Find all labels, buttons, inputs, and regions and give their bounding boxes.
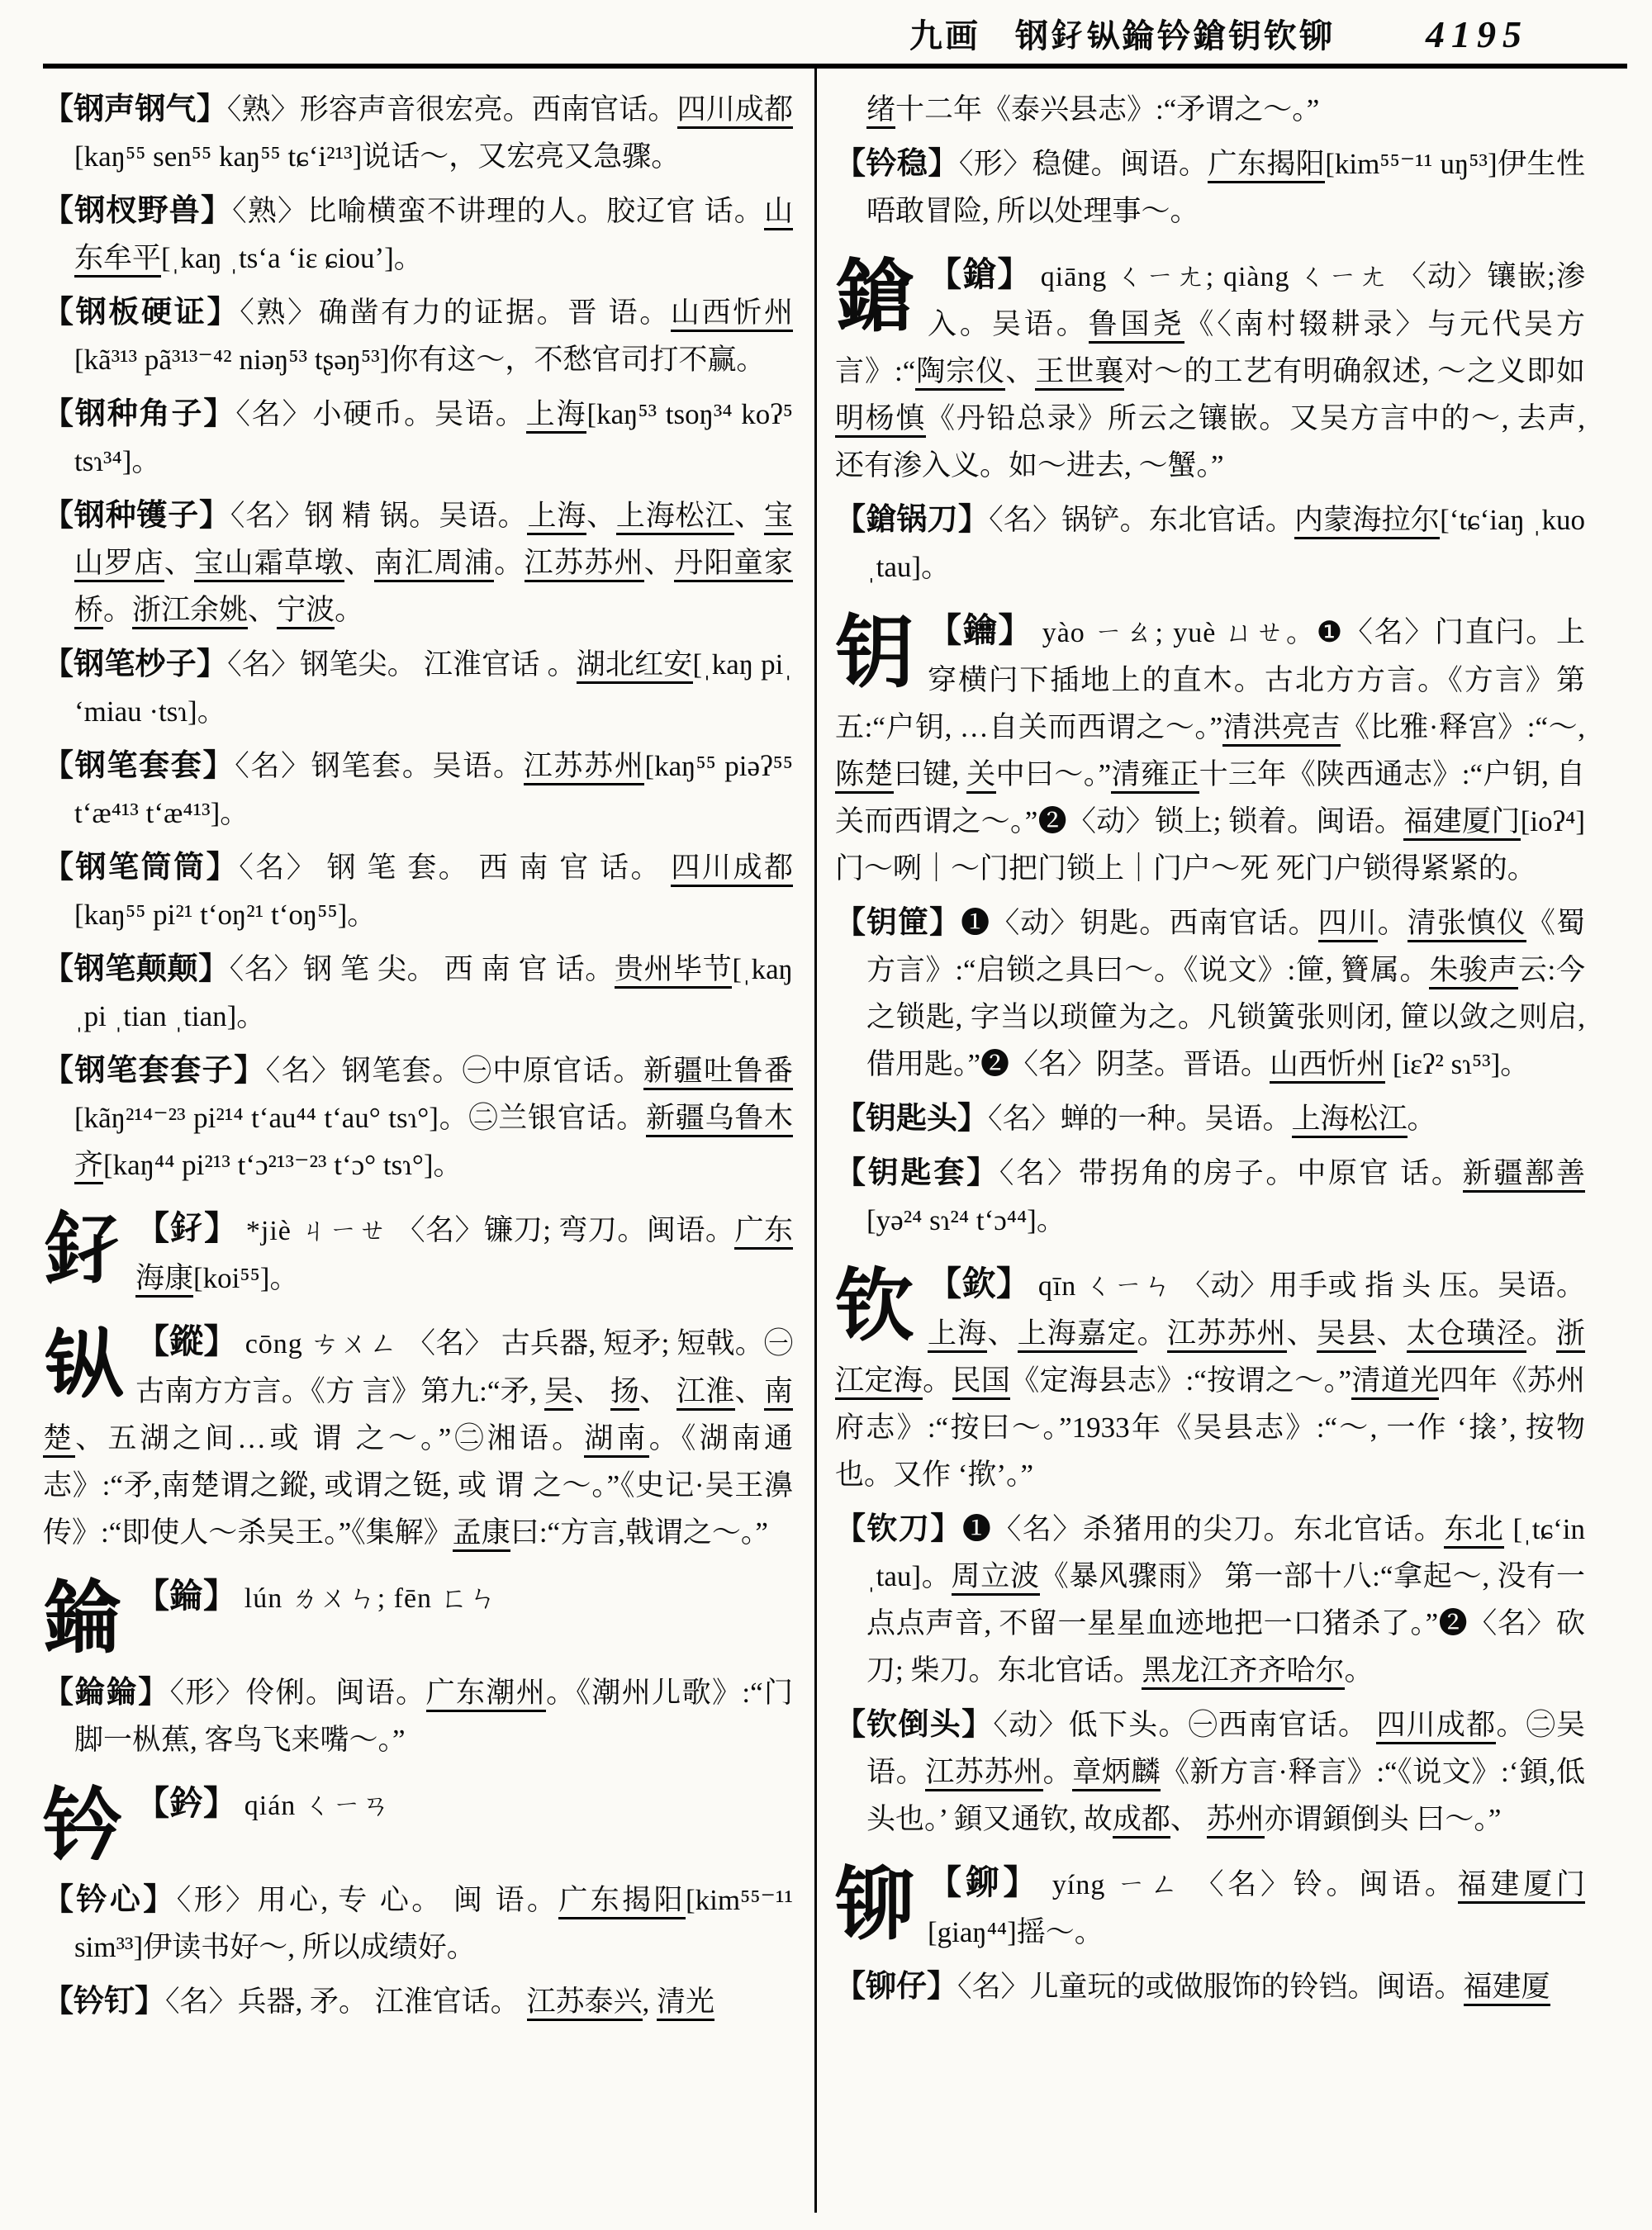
traditional-form: 【鈐】 [135,1784,237,1822]
proper-noun-underline: 贵州毕节 [615,953,732,989]
header-characters: 钢𨥂𫓩錀钤鎗钥钦铆 [1015,17,1335,55]
headword-character: 鎗 [835,253,914,341]
headword-character: 铆 [835,1861,914,1949]
proper-noun-underline: 周立波 [952,1560,1040,1596]
proper-noun-underline: 绪 [866,93,895,129]
proper-noun-underline: 福建厦门 [1458,1868,1585,1904]
entry-body: 〈名〉钢 笔 尖。 西 南 官 话。贵州毕节[ˌkaŋ ˌpi ˌtian ˌtian]。 [74,953,793,1032]
proper-noun-underline: 江苏苏州 [925,1756,1042,1791]
headword: 【钢种镬子】 [43,499,230,533]
headword: 【钢笔颠颠】 [43,952,230,986]
entry-body: 〈名〉钢 精 锅。吴语。上海、上海松江、宝山罗店、宝山霜草墩、南汇周浦。江苏苏州、丹阳童家桥。浙江余姚、宁波。 [74,500,793,629]
headword: 【钢笔筒筒】 [43,851,240,885]
entry-body: 〈名〉钢笔套。㊀中原官话。新疆吐鲁番[kãŋ²¹⁴⁻²³ pi²¹⁴ tʻau⁴⁴ tʻau° tsɿ°]。㊁兰银官话。新疆乌鲁木齐[kaŋ⁴⁴ pi²¹³ tʻɔ²¹³⁻²³ tʻɔ° tsɿ°]。 [74,1055,793,1184]
headword-character: 钦 [835,1262,914,1350]
dict-entry-character [43,1205,793,1302]
entry-body: 绪十二年《泰兴县志》:“矛谓之～。” [866,93,1319,129]
dict-entry-compound [835,899,1585,1088]
proper-noun-underline: 宁波 [277,594,335,629]
proper-noun-underline: 四川成都 [671,852,793,887]
proper-noun-underline: 孟康 [453,1516,510,1552]
proper-noun-underline: 福建厦 [1464,1971,1550,2006]
dict-entry-compound [835,496,1585,591]
proper-noun-underline: 广东揭阳 [558,1884,686,1919]
proper-noun-underline: 江苏苏州 [525,547,644,582]
entry-body: 〈动〉低下头。㊀西南官话。 四川成都。㊁吴语。江苏苏州。章炳麟《新方言·释言》:“《说文》:‘顉,低头也。’ 顉又通钦, 故成都、 苏州亦谓顉倒头 曰～。” [866,1709,1585,1839]
proper-noun-underline: 清张慎仪 [1408,907,1526,942]
proper-noun-underline: 王世襄 [1035,355,1124,391]
proper-noun-underline: 清道光 [1351,1364,1439,1400]
proper-noun-underline: 陶宗仪 [915,355,1005,391]
entry-body: ❶〈动〉钥匙。西南官话。四川。清张慎仪《蜀方言》:“启锁之具曰～。《说文》:筪, 籫属。朱骏声云:今之锁匙, 字当以琐筪为之。凡锁簧张则闭, 筪以敛之则启, 借用匙。”❷〈名〉阴茎。晋语。山西忻州 [iɛʔ² sɿ⁵³]。 [866,907,1585,1084]
headword-character: 𨥂 [43,1207,122,1295]
proper-noun-underline: 丹阳童家桥 [74,547,793,629]
dict-entry-compound [43,391,793,485]
proper-noun-underline: 新疆吐鲁番 [643,1055,793,1090]
dict-entry-compound [43,743,793,837]
pronunciation: yíng ㄧㄥ [1051,1870,1195,1900]
proper-noun-underline: 广东潮州 [426,1677,547,1712]
traditional-form: 【鉚】 [928,1863,1042,1901]
proper-noun-underline: 清雍正 [1111,758,1199,794]
proper-noun-underline: 吴 [544,1375,573,1411]
headword: 【錀錀】 [43,1676,170,1710]
traditional-form: 【𨥂】 [135,1209,239,1247]
pronunciation: qīn ㄑㄧㄣ [1037,1271,1181,1302]
entry-body: 〈名〉蝉的一种。吴语。上海松江。 [988,1103,1436,1138]
pronunciation: lún ㄌㄨㄣ; fēn ㄈㄣ [244,1583,498,1614]
proper-noun-underline: 江苏泰兴 [527,1986,643,2021]
headword-character: 钥 [835,609,914,697]
traditional-form: 【錀】 [135,1577,237,1615]
proper-noun-underline: 新疆乌鲁木齐 [74,1102,793,1184]
dict-entry-character [43,1780,793,1869]
dict-entry-compound [43,1669,793,1763]
right-column [835,69,1585,2213]
dict-entry-character [43,1318,793,1556]
proper-noun-underline: 上海 [526,398,587,434]
proper-noun-underline: 内蒙海拉尔 [1294,504,1440,539]
proper-noun-underline: 苏州 [1207,1803,1265,1839]
dict-entry-compound [43,492,793,633]
headword: 【钢笔杪子】 [43,648,228,681]
proper-noun-underline: 湖南 [584,1422,648,1458]
pronunciation: *jiè ㄐㄧㄝ [245,1216,396,1246]
traditional-form: 【鑰】 [928,611,1034,649]
headword: 【钢杈野兽】 [43,194,233,228]
proper-noun-underline: 上海松江 [1292,1103,1408,1138]
proper-noun-underline: 山东牟平 [74,195,793,278]
proper-noun-underline: 浙江余姚 [132,594,248,629]
entry-body: 〈名〉锅铲。东北官话。内蒙海拉尔[ʻtɕʻiaŋ ˌkuo ˌtau]。 [866,504,1585,583]
entry-body: 〈名〉兵器, 矛。 江淮官话。 江苏泰兴, 清光 [165,1986,714,2021]
entry-body: 〈动〉镶嵌;渗入。吴语。鲁国尧《〈南村辍耕录〉与元代吴方言》:“陶宗仪、王世襄对～的工艺有明确叙述, ～之义即如明杨慎《丹铅总录》所云之镶嵌。又吴方言中的～, 去声, 还有渗入义。如～进去, ～蟹。” [835,260,1585,482]
headword: 【钥筪】 [835,906,961,940]
entry-body: 〈名〉儿童玩的或做服饰的铃铛。闽语。福建厦 [957,1971,1550,2006]
headword-character: 錀 [43,1574,122,1663]
proper-noun-underline: 章炳麟 [1072,1756,1161,1791]
entry-body: 〈名〉铃。闽语。福建厦门[giaŋ⁴⁴]摇～。 [928,1868,1585,1948]
dict-entry-compound [835,1701,1585,1843]
proper-noun-underline: 陈楚 [835,758,894,794]
proper-noun-underline: 浙江定海 [835,1317,1585,1400]
proper-noun-underline: 四川成都 [1376,1709,1496,1744]
headword: 【钢笔套套子】 [43,1054,266,1088]
proper-noun-underline: 湖北红安 [577,648,693,684]
dict-entry-compound [43,289,793,383]
running-head [909,10,1335,57]
pronunciation: qiāng ㄑㄧㄤ; qiàng ㄑㄧㄤ [1040,262,1398,292]
headword: 【钢笔套套】 [43,749,235,783]
dict-entry-compound [835,1963,1585,2010]
entry-body: ❶〈名〉门直闩。上穿横闩下插地上的直木。古北方方言。《方言》第五:“户钥, …自关而西谓之～。”清洪亮吉《比雅·释宫》:“～, 陈楚曰键, 关中曰～。”清雍正十三年《陕西通志》:“户钥, 自关而西谓之～。”❷〈动〉锁上; 锁着。闽语。福建厦门[ioʔ⁴]门～咧｜～门把门锁上｜门户～死 死门户锁得紧紧的。 [835,616,1585,885]
headword: 【钤钉】 [43,1985,165,2019]
proper-noun-underline: 江淮 [676,1375,735,1411]
proper-noun-underline: 朱骏声 [1429,954,1517,989]
headword: 【钤稳】 [835,147,959,181]
headword: 【铆仔】 [835,1970,957,2004]
dict-entry-compound [835,140,1585,235]
proper-noun-underline: 清洪亮吉 [1222,711,1341,747]
dict-entry-compound [43,946,793,1040]
proper-noun-underline: 上海 [928,1317,987,1353]
headword: 【钤心】 [43,1883,177,1917]
headword-character: 𫓩 [43,1320,122,1408]
entry-body: 〈熟〉确凿有力的证据。晋 语。山西忻州[kã³¹³ pã³¹³⁻⁴² niəŋ⁵³ tʂəŋ⁵³]你有这～，不愁官司打不赢。 [74,297,793,376]
proper-noun-underline: 宝山罗店 [74,500,793,582]
entry-body: ❶〈名〉杀猪用的尖刀。东北官话。东北 [ˌtɕʻin ˌtau]。周立波《暴风骤雨》 第一部十八:“拿起～, 没有一点点声音, 不留一星星血迹地把一口猪杀了。”❷〈名〉砍刀; 柴刀。东北官话。黑龙江齐齐哈尔。 [866,1513,1585,1690]
dict-entry-compound [43,187,793,282]
headword-character: 钤 [43,1782,122,1870]
entry-body: 〈动〉用手或 指 头 压。吴语。上海、上海嘉定。江苏苏州、吴县、太仓璜泾。浙江定海。民国《定海县志》:“按谓之～。”清道光四年《苏州府志》:“按曰～。”1933年《吴县志》:“～, 一作 ‘搇’, 按物也。又作 ‘揿’。” [835,1269,1585,1491]
headword: 【钥匙套】 [835,1156,999,1190]
proper-noun-underline: 上海松江 [616,500,734,535]
dict-entry-character [43,1573,793,1662]
entry-body: 〈形〉用心, 专 心。 闽 语。广东揭阳[kim⁵⁵⁻¹¹ sim³³]伊读书好～, 所以成绩好。 [74,1884,793,1963]
proper-noun-underline: 扬 [610,1375,639,1411]
proper-noun-underline: 山西忻州 [1270,1048,1385,1084]
dict-entry-compound [835,1095,1585,1142]
traditional-form: 【鏦】 [135,1322,238,1360]
proper-noun-underline: 鲁国尧 [1089,308,1185,344]
headword: 【钢板硬证】 [43,296,240,330]
proper-noun-underline: 福建厦门 [1403,805,1520,841]
dict-entry-character [835,1260,1585,1498]
traditional-form: 【鎗】 [928,255,1032,293]
headword: 【钢声钢气】 [43,93,227,126]
proper-noun-underline: 明杨慎 [835,402,926,438]
proper-noun-underline: 山西忻州 [671,297,793,332]
proper-noun-underline: 新疆鄯善 [1463,1157,1585,1193]
proper-noun-underline: 广东海康 [135,1214,793,1298]
stroke-count-label: 九画 [909,17,980,55]
entry-body: 〈名〉小硬币。吴语。上海[kaŋ⁵³ tsoŋ³⁴ koʔ⁵ tsɿ³⁴]。 [74,398,793,477]
text-columns [43,69,1627,2213]
entry-body: 〈熟〉形容声音很宏亮。西南官话。四川成都[kaŋ⁵⁵ sen⁵⁵ kaŋ⁵⁵ tɕʻi²¹³]说话～，又宏亮又急骤。 [74,93,793,173]
proper-noun-underline: 四川 [1318,907,1378,942]
pronunciation: yào ㄧㄠ; yuè ㄩㄝ。 [1042,618,1317,648]
proper-noun-underline: 广东揭阳 [1208,148,1325,183]
proper-noun-underline: 江苏苏州 [1167,1317,1287,1353]
headword: 【钦倒头】 [835,1708,994,1742]
proper-noun-underline: 成都 [1113,1803,1170,1839]
proper-noun-underline: 清光 [657,1986,714,2021]
dict-entry-compound [43,86,793,180]
entry-body: 〈名〉 钢 笔 套。 西 南 官 话。 四川成都[kaŋ⁵⁵ pi²¹ tʻoŋ²¹ tʻoŋ⁵⁵]。 [74,852,793,931]
proper-noun-underline: 上海 [527,500,586,535]
pronunciation: qián ㄑㄧㄢ [244,1791,391,1821]
entry-body: 〈熟〉比喻横蛮不讲理的人。胶辽官 话。山东牟平[ˌkaŋ ˌtsʻa ʻiɛ ɕiouʼ]。 [74,195,793,278]
headword: 【鎗锅刀】 [835,503,990,537]
column-divider [814,69,817,2213]
proper-noun-underline: 关 [966,758,995,794]
dict-entry-compound [43,641,793,735]
proper-noun-underline: 太仓璜泾 [1407,1317,1526,1353]
dict-entry-character [835,607,1585,892]
dict-entry-compound [43,1877,793,1971]
proper-noun-underline: 东北 [1444,1513,1504,1549]
entry-body: 〈形〉伶俐。闽语。广东潮州。《潮州儿歌》:“门脚一枞蕉, 客鸟飞来嘴～。” [74,1677,793,1756]
dict-entry-compound [835,1506,1585,1694]
proper-noun-underline: 南汇周浦 [374,547,494,582]
dict-entry-compound [835,1150,1585,1244]
left-column [43,69,793,2213]
proper-noun-underline: 吴县 [1317,1317,1376,1353]
entry-body: 〈名〉钢笔尖。 江淮官话 。湖北红安[ˌkaŋ piˌ ʻmiau ·tsɿ]。 [74,648,793,728]
headword: 【钥匙头】 [835,1102,988,1136]
dict-entry-character [835,1859,1585,1956]
dict-entry-character [835,251,1585,489]
entry-body: 〈形〉稳健。闽语。广东揭阳[kim⁵⁵⁻¹¹ uŋ⁵³]伊生性唔敢冒险, 所以处理事～。 [866,148,1585,227]
page-number: 4195 [1426,13,1528,55]
headword: 【钢种角子】 [43,397,236,431]
pronunciation: cōng ㄘㄨㄥ [244,1329,406,1359]
entry-body: 〈名〉 古兵器, 短矛; 短戟。㊀古南方方言。《方 言》第九:“矛, 吴、 扬、 江淮、南楚、五湖之间…或 谓 之～。”㊁湘语。湖南。《湖南通志》:“矛,南楚谓之鏦, 或谓之铤, 或 谓 之～。”《史记·吴王濞传》:“即使人～杀吴王。”《集解》孟康曰:“方言,戟谓之～。” [43,1327,793,1552]
proper-noun-underline: 民国 [952,1364,1011,1400]
dict-entry-continuation [835,86,1585,133]
headword: 【钦刀】 [835,1512,962,1546]
traditional-form: 【欽】 [928,1264,1031,1302]
dict-entry-compound [43,844,793,938]
proper-noun-underline: 上海嘉定 [1018,1317,1137,1353]
proper-noun-underline: 黑龙江齐齐哈尔 [1142,1654,1344,1690]
entry-body: 〈名〉镰刀; 弯刀。闽语。广东海康[koi⁵⁵]。 [135,1214,793,1298]
entry-body: 〈名〉带拐角的房子。中原官 话。新疆鄯善[yə²⁴ sɿ²⁴ tʻɔ⁴⁴]。 [866,1157,1585,1236]
proper-noun-underline: 四川成都 [677,93,793,129]
proper-noun-underline: 江苏苏州 [524,750,645,785]
dict-entry-compound [43,1978,793,2025]
proper-noun-underline: 宝山霜草墩 [194,547,344,582]
entry-body: 〈名〉钢笔套。吴语。江苏苏州[kaŋ⁵⁵ piəʔ⁵⁵ tʻæ⁴¹³ tʻæ⁴¹³]。 [74,750,793,829]
page-header [43,5,1627,64]
proper-noun-underline: 南楚 [43,1375,793,1458]
dict-entry-compound [43,1047,793,1189]
